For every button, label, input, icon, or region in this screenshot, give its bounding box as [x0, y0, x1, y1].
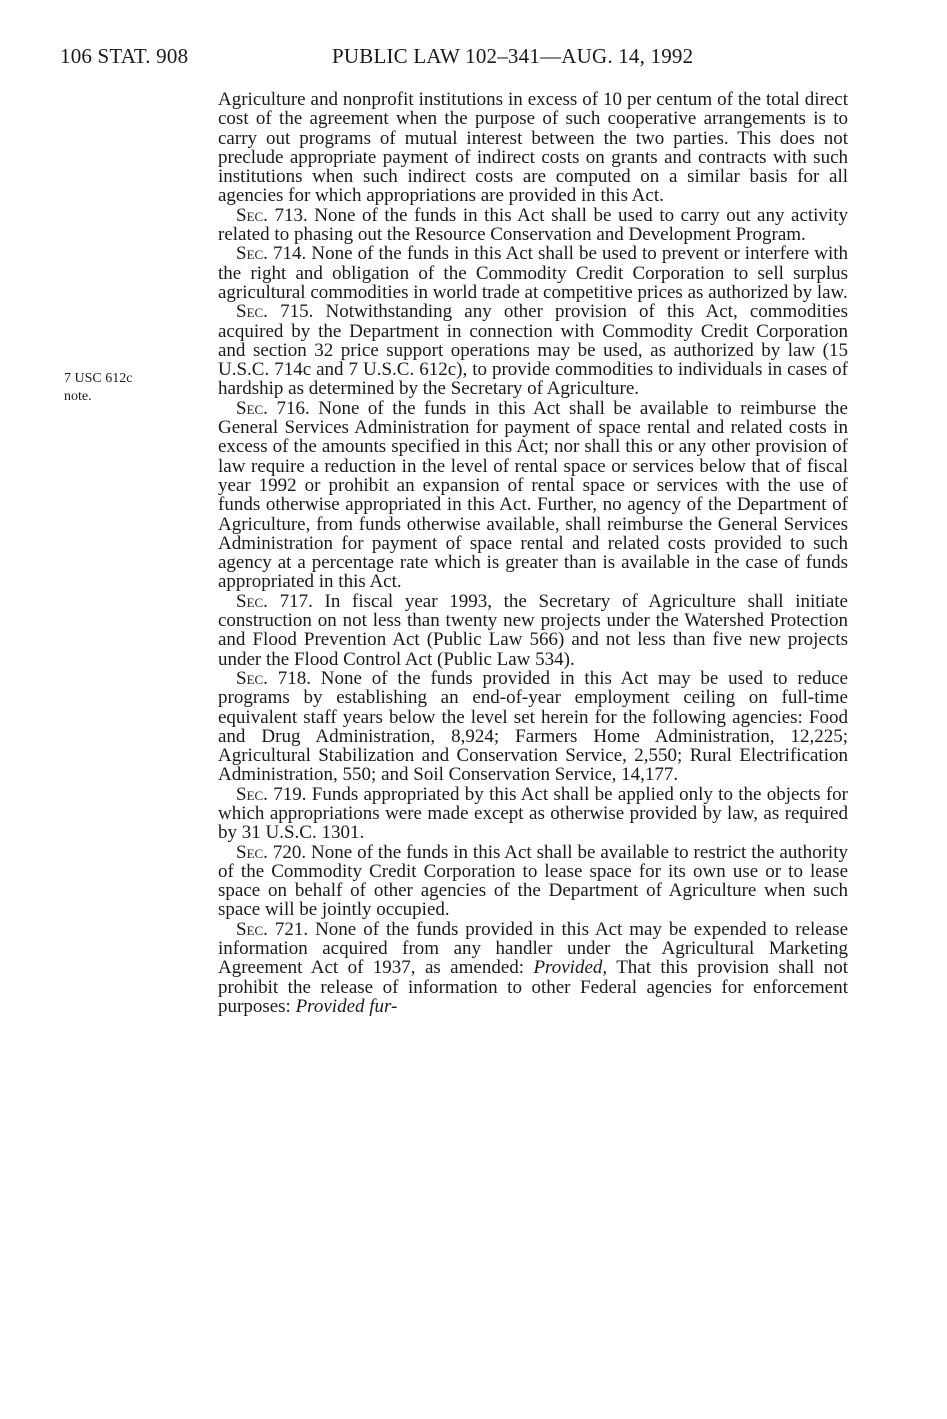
body-text: [218, 90, 848, 1016]
public-law-citation: PUBLIC LAW 102–341—AUG. 14, 1992: [332, 44, 694, 68]
section-label: Sec. 720.: [236, 841, 307, 863]
section-720: [218, 843, 848, 920]
section-label: Sec. 715.: [236, 301, 314, 323]
proviso-italic: Provided,: [533, 957, 608, 979]
margin-note-citation: 7 USC 612c: [64, 371, 133, 386]
section-text-continued: That this provision shall not prohibit the release of information to other Federal agencies for enforcement purposes:: [218, 957, 848, 1017]
statute-page-number: 106 STAT. 908: [60, 44, 189, 68]
section-label: Sec. 713.: [236, 204, 308, 226]
section-label: Sec. 718.: [236, 667, 311, 689]
section-718: [218, 669, 848, 785]
section-label: Sec. 716.: [236, 397, 310, 419]
section-716: [218, 399, 848, 592]
section-text: In fiscal year 1993, the Secretary of Agriculture shall initiate construction on not less than twenty new projects under the Watershed Protection and Flood Prevention Act (Public Law 566) and not less than five new projects under the Flood Control Act (Public Law 534).: [218, 590, 848, 670]
section-text: Funds appropriated by this Act shall be applied only to the objects for which appropriations were made except as otherwise provided by law, as required by 31 U.S.C. 1301.: [218, 783, 848, 844]
section-714: [218, 244, 848, 302]
section-text: None of the funds in this Act shall be used to prevent or interfere with the right and obligation of the Commodity Credit Corporation to sell surplus agricultural commodities in world trade at competitive prices as authorized by law.: [218, 243, 848, 303]
section-719: [218, 785, 848, 843]
margin-note: [64, 370, 184, 406]
section-text: None of the funds in this Act shall be used to carry out any activity related to phasing out the Resource Conservation and Development Program.: [218, 204, 848, 246]
margin-note-label: note.: [64, 389, 92, 404]
section-label: Sec. 714.: [236, 243, 307, 265]
section-text: Notwithstanding any other provision of this Act, commodities acquired by the Department in connection with Commodity Credit Corporation and section 32 price support operations may be used, as authorized by law (15 U.S.C. 714c and 7 U.S.C. 612c), to provide commodities to individuals in cases of hardship as determined by the Secretary of Agriculture.: [218, 301, 848, 400]
running-header: [60, 44, 860, 74]
section-label: Sec. 719.: [236, 783, 307, 805]
proviso-italic-continued: Provided fur-: [295, 995, 398, 1017]
section-text: None of the funds provided in this Act may be expended to release information acquired from any handler under the Agricultural Marketing Agreement Act of 1937, as amended:: [218, 918, 848, 979]
section-717: [218, 592, 848, 669]
section-text: None of the funds in this Act shall be available to reimburse the General Services Administration for payment of space rental and related costs in excess of the amounts specified in this Act; nor shall this or any other provision of law require a reduction in the level of rental space or services below that of fiscal year 1992 or prohibit an expansion of rental space or services with the use of funds otherwise appropriated in this Act. Further, no agency of the Department of Agriculture, from funds otherwise available, shall reimburse the General Services Administration for payment of space rental and related costs provided to such agency at a percentage rate which is greater than is available in the case of funds appropriated in this Act.: [218, 397, 848, 593]
section-label: Sec. 721.: [236, 918, 309, 940]
section-text: None of the funds in this Act shall be available to restrict the authority of the Commodity Credit Corporation to lease space for its own use or to lease space on behalf of other agencies of the Department of Agriculture when such space will be jointly occupied.: [218, 841, 848, 921]
section-text: None of the funds provided in this Act may be used to reduce programs by establishing an end-of-year employment ceiling on full-time equivalent staff years below the level set herein for the following agencies: Food and Drug Administration, 8,924; Farmers Home Administration, 12,225; Agricultural Stabilization and Conservation Service, 2,550; Rural Electrification Administration, 550; and Soil Conservation Service, 14,177.: [218, 667, 848, 786]
section-713: [218, 206, 848, 245]
paragraph-continued: Agriculture and nonprofit institutions in excess of 10 per centum of the total direct cost of the agreement when the purpose of such cooperative arrangements is to carry out programs of mutual interest between the two parties. This does not preclude appropriate payment of indirect costs on grants and contracts with such institutions when such indirect costs are computed on a similar basis for all agencies for which appropriations are provided in this Act.: [218, 89, 848, 207]
section-label: Sec. 717.: [236, 590, 313, 612]
section-721: [218, 920, 848, 1016]
section-715: [218, 302, 848, 398]
